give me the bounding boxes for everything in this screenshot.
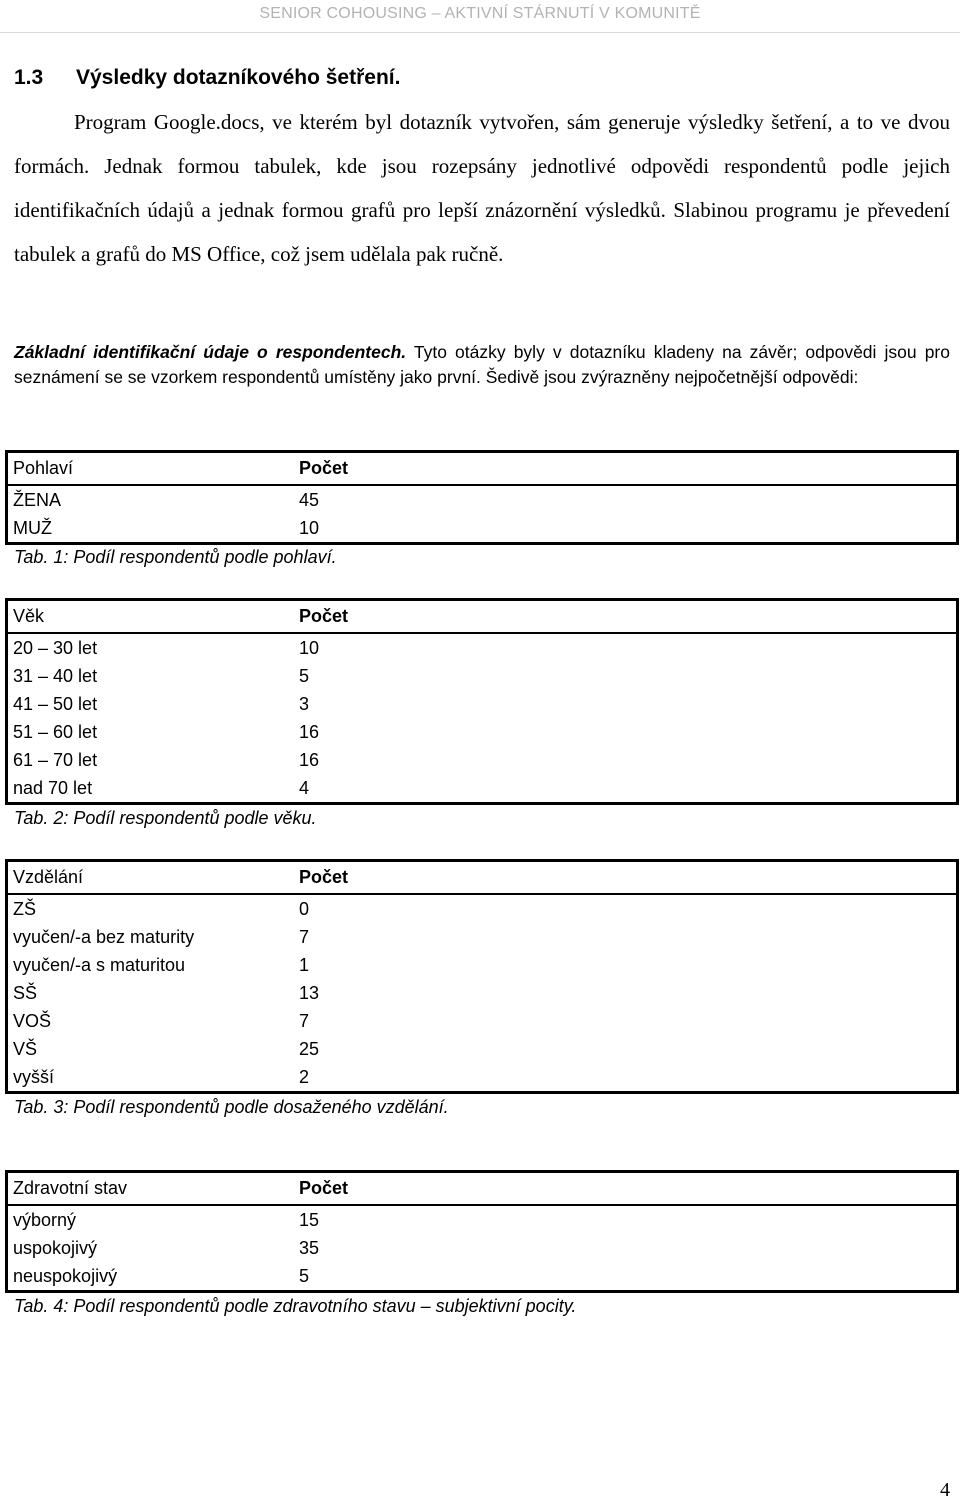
section-title: Výsledky dotazníkového šetření.	[76, 66, 401, 89]
table-cell: 16	[299, 721, 320, 742]
identification-lead: Základní identifikační údaje o respondentech.	[14, 342, 407, 362]
table-caption: Tab. 1: Podíl respondentů podle pohlaví.	[14, 547, 337, 567]
table-cell: 3	[299, 693, 310, 714]
table-row	[5, 951, 957, 979]
table-row	[5, 746, 957, 774]
table-row	[5, 718, 957, 746]
table-header-row	[5, 1172, 957, 1205]
table-row	[5, 662, 957, 690]
column-header: Počet	[291, 861, 957, 894]
table-header-row	[5, 600, 957, 633]
column-header: Vzdělání	[5, 861, 291, 894]
column-header: Pohlaví	[5, 452, 291, 485]
page-number: 4	[940, 1479, 950, 1501]
header-divider	[0, 32, 960, 33]
column-header: Zdravotní stav	[5, 1172, 291, 1205]
table-cell: 41 – 50 let	[13, 693, 98, 714]
intro-paragraph: Program Google.docs, ve kterém byl dotazník vytvořen, sám generuje výsledky šetření, a to ve dvou formách. Jednak formou tabulek, kde jsou rozepsány jednotlivé odpovědi respondentů podle jejich identifikačních údajů a jednak formou grafů pro lepší znázornění výsledků. Slabinou programu je převedení tabulek a grafů do MS Office, což jsem udělala pak ručně.	[14, 110, 950, 266]
table-caption: Tab. 2: Podíl respondentů podle věku.	[14, 808, 317, 828]
table-row	[5, 1035, 957, 1063]
table-cell: 31 – 40 let	[13, 665, 98, 686]
table-cell: vyučen/-a s maturitou	[13, 954, 186, 975]
column-header: Počet	[291, 1172, 957, 1205]
table-row	[5, 633, 957, 662]
table-row	[5, 923, 957, 951]
table-cell: 2	[299, 1066, 310, 1087]
table-cell: 1	[299, 954, 310, 975]
gender-table	[5, 452, 957, 542]
table-cell: 61 – 70 let	[13, 749, 98, 770]
table-cell: 13	[299, 982, 320, 1003]
table-cell: 15	[299, 1209, 320, 1230]
age-table	[5, 600, 957, 802]
table-cell: 5	[299, 665, 310, 686]
table-cell: 45	[299, 489, 320, 510]
table-row	[5, 774, 957, 802]
table-cell: 20 – 30 let	[13, 637, 98, 658]
section-heading	[14, 66, 400, 90]
table-cell: 7	[299, 926, 310, 947]
table-cell: 51 – 60 let	[13, 721, 98, 742]
table-cell: vyšší	[13, 1066, 55, 1087]
table-cell: 4	[299, 777, 310, 798]
table-header-row	[5, 861, 957, 894]
table-cell: VOŠ	[13, 1010, 52, 1031]
table-cell: 16	[299, 749, 320, 770]
table-cell: neuspokojivý	[13, 1265, 118, 1286]
column-header: Počet	[291, 600, 957, 633]
table-header-row	[5, 452, 957, 485]
column-header: Počet	[291, 452, 957, 485]
table-cell: SŠ	[13, 982, 38, 1003]
table-row	[5, 894, 957, 923]
table-cell: 10	[299, 637, 320, 658]
table-cell: 0	[299, 898, 310, 919]
identification-paragraph	[14, 340, 950, 389]
table-cell: 25	[299, 1038, 320, 1059]
table-cell: VŠ	[13, 1038, 38, 1059]
table-caption: Tab. 3: Podíl respondentů podle dosaženého vzdělání.	[14, 1097, 449, 1117]
table-cell: MUŽ	[13, 517, 52, 538]
table-row	[5, 979, 957, 1007]
table-cell: 35	[299, 1237, 320, 1258]
table-cell: ŽENA	[13, 489, 62, 510]
table-row	[5, 514, 957, 542]
table-row	[5, 1007, 957, 1035]
table-cell: vyučen/-a bez maturity	[13, 926, 195, 947]
table-cell: výborný	[13, 1209, 77, 1230]
table-cell: 5	[299, 1265, 310, 1286]
education-table	[5, 861, 957, 1091]
table-caption: Tab. 4: Podíl respondentů podle zdravotního stavu – subjektivní pocity.	[14, 1296, 577, 1316]
section-number: 1.3	[14, 66, 44, 89]
column-header: Věk	[5, 600, 291, 633]
table-row	[5, 1262, 957, 1290]
table-cell: 10	[299, 517, 320, 538]
table-row	[5, 1063, 957, 1091]
table-cell: nad 70 let	[13, 777, 93, 798]
table-row	[5, 1205, 957, 1234]
running-header: SENIOR COHOUSING – AKTIVNÍ STÁRNUTÍ V KOMUNITĚ	[259, 5, 701, 22]
table-cell: 7	[299, 1010, 310, 1031]
table-row	[5, 690, 957, 718]
health-table	[5, 1172, 957, 1290]
table-row	[5, 485, 957, 514]
table-cell: ZŠ	[13, 898, 37, 919]
table-row	[5, 1234, 957, 1262]
identification-text: Tyto otázky byly v dotazníku kladeny na závěr; odpovědi jsou pro seznámení se se vzorkem respondentů umístěny jako první. Šedivě jsou zvýrazněny nejpočetnější odpovědi:	[14, 342, 950, 387]
table-cell: uspokojivý	[13, 1237, 98, 1258]
